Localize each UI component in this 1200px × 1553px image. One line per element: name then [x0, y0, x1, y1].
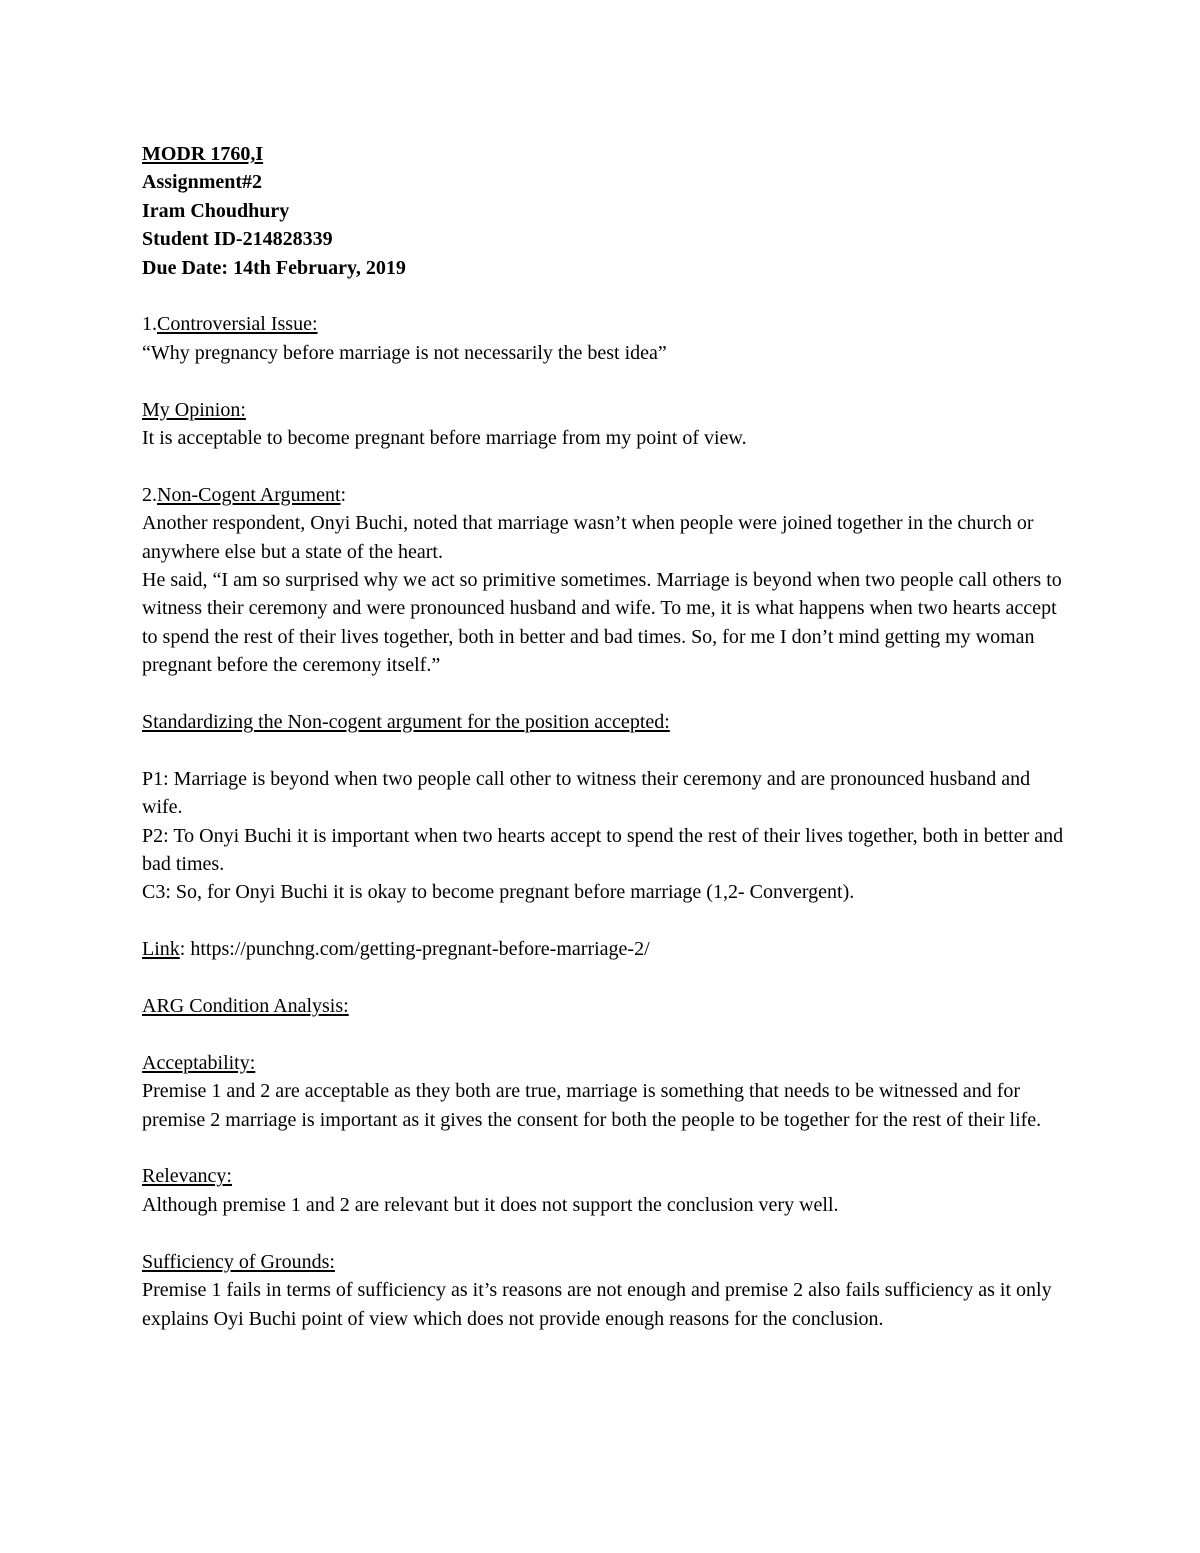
link-url[interactable]: : https://punchng.com/getting-pregnant-before-marriage-2/ [179, 938, 650, 961]
argument-text-1: Another respondent, Onyi Buchi, noted that marriage wasn’t when people were joined together in the church or anywhere else but a state of the heart. [142, 512, 1034, 563]
premise-2: P2: To Onyi Buchi it is important when two hearts accept to spend the rest of their lives together, both in better and bad times. [142, 824, 1064, 876]
relevancy-text: Although premise 1 and 2 are relevant but it does not support the conclusion very well. [142, 1193, 839, 1216]
argument-heading [142, 481, 1072, 509]
conclusion-3: C3: So, for Onyi Buchi it is okay to become pregnant before marriage (1,2- Convergent). [142, 881, 855, 904]
link-label: Link [142, 938, 180, 961]
assignment-title: Assignment#2 [142, 171, 263, 194]
opinion-heading: My Opinion: [142, 398, 246, 421]
student-name: Iram Choudhury [142, 199, 290, 222]
standardizing-heading: Standardizing the Non-cogent argument for the position accepted: [142, 711, 670, 734]
issue-heading [142, 310, 1072, 338]
sufficiency-text: Premise 1 fails in terms of sufficiency as it’s reasons are not enough and premise 2 also fails sufficiency as it only explains Oyi Buchi point of view which does not provide enough reasons for the conclusion. [142, 1279, 1052, 1330]
acceptability-heading: Acceptability: [142, 1051, 256, 1074]
document-header [142, 140, 1072, 282]
argument-number: 2. [142, 483, 157, 506]
argument-text-2: He said, “I am so surprised why we act so primitive sometimes. Marriage is beyond when two people call others to witness their ceremony and were pronounced husband and wife. To me, it is what happens when two hearts accept to spend the rest of their lives together, both in better and bad times. So, for me I don’t mind getting my woman pregnant before the ceremony itself.” [142, 569, 1062, 677]
due-date: Due Date: 14th February, 2019 [142, 256, 406, 279]
issue-text: “Why pregnancy before marriage is not necessarily the best idea” [142, 341, 667, 364]
issue-number: 1. [142, 313, 157, 336]
premise-1: P1: Marriage is beyond when two people call other to witness their ceremony and are pronounced husband and wife. [142, 767, 1031, 819]
relevancy-heading: Relevancy: [142, 1165, 232, 1188]
acceptability-text: Premise 1 and 2 are acceptable as they both are true, marriage is something that needs to be witnessed and for premise 2 marriage is important as it gives the consent for both the people to be together for the rest of their life. [142, 1080, 1042, 1131]
opinion-text: It is acceptable to become pregnant before marriage from my point of view. [142, 427, 747, 450]
analysis-heading: ARG Condition Analysis: [142, 995, 349, 1018]
argument-heading-label: Non-Cogent Argument [157, 483, 341, 506]
sufficiency-heading: Sufficiency of Grounds: [142, 1250, 335, 1273]
document-body [142, 140, 1072, 1333]
issue-heading-label: Controversial Issue: [157, 313, 318, 336]
argument-heading-colon: : [340, 483, 347, 506]
student-id: Student ID-214828339 [142, 228, 333, 251]
course-code: MODR 1760,I [142, 143, 264, 165]
source-link [142, 935, 1072, 963]
